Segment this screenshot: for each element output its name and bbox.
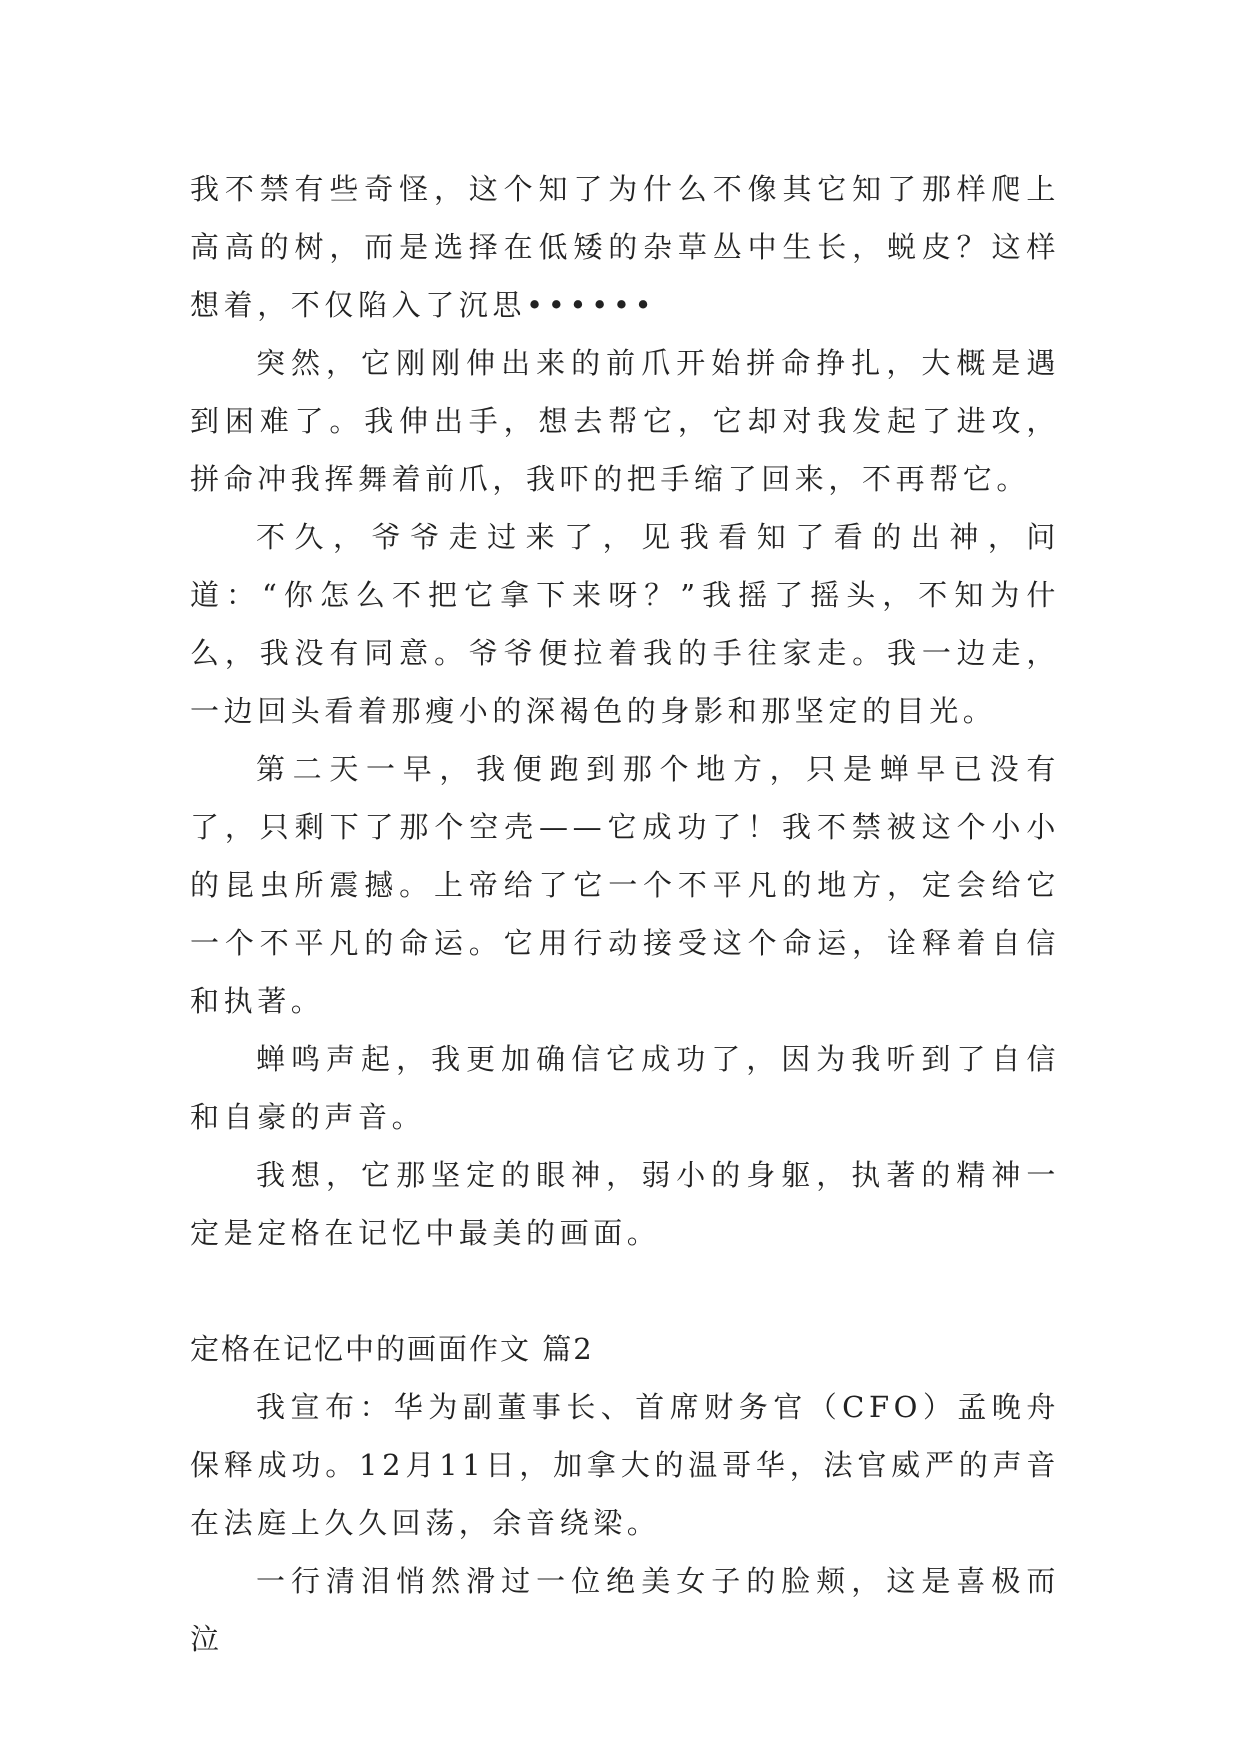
- paragraph-cicada-struggle: 突然，它刚刚伸出来的前爪开始拼命挣扎，大概是遇到困难了。我伸出手，想去帮它，它却对我发起了进攻，拼命冲我挥舞着前爪，我吓的把手缩了回来，不再帮它。: [190, 346, 1060, 496]
- paragraph-next-day: 第二天一早，我便跑到那个地方，只是蝉早已没有了，只剩下了那个空壳——它成功了！我不禁被这个小小的昆虫所震撼。上帝给了它一个不平凡的地方，定会给它一个不平凡的命运。它用行动接受这个命运，诠释着自信和执著。: [190, 752, 1060, 1018]
- paragraph-conclusion: 我想，它那坚定的眼神，弱小的身躯，执著的精神一定是定格在记忆中最美的画面。: [190, 1158, 1060, 1250]
- paragraph-grandpa: 不久，爷爷走过来了，见我看知了看的出神，问道：“你怎么不把它拿下来呀？”我摇了摇头，不知为什么，我没有同意。爷爷便拉着我的手往家走。我一边走，一边回头看着那瘦小的深褐色的身影和那坚定的目光。: [190, 520, 1060, 728]
- paragraph-cicada-wonder: 我不禁有些奇怪，这个知了为什么不像其它知了那样爬上高高的树，而是选择在低矮的杂草丛中生长，蜕皮？这样想着，不仅陷入了沉思••••••: [190, 172, 1060, 322]
- paragraph-cicada-song: 蝉鸣声起，我更加确信它成功了，因为我听到了自信和自豪的声音。: [190, 1042, 1060, 1134]
- paragraph-tears: 一行清泪悄然滑过一位绝美女子的脸颊，这是喜极而泣: [190, 1564, 1060, 1656]
- document-body: [190, 160, 1060, 1668]
- paragraph-announcement: 我宣布：华为副董事长、首席财务官（CFO）孟晚舟保释成功。12月11日，加拿大的温哥华，法官威严的声音在法庭上久久回荡，余音绕梁。: [190, 1390, 1060, 1540]
- section-heading: 定格在记忆中的画面作文 篇2: [190, 1332, 594, 1366]
